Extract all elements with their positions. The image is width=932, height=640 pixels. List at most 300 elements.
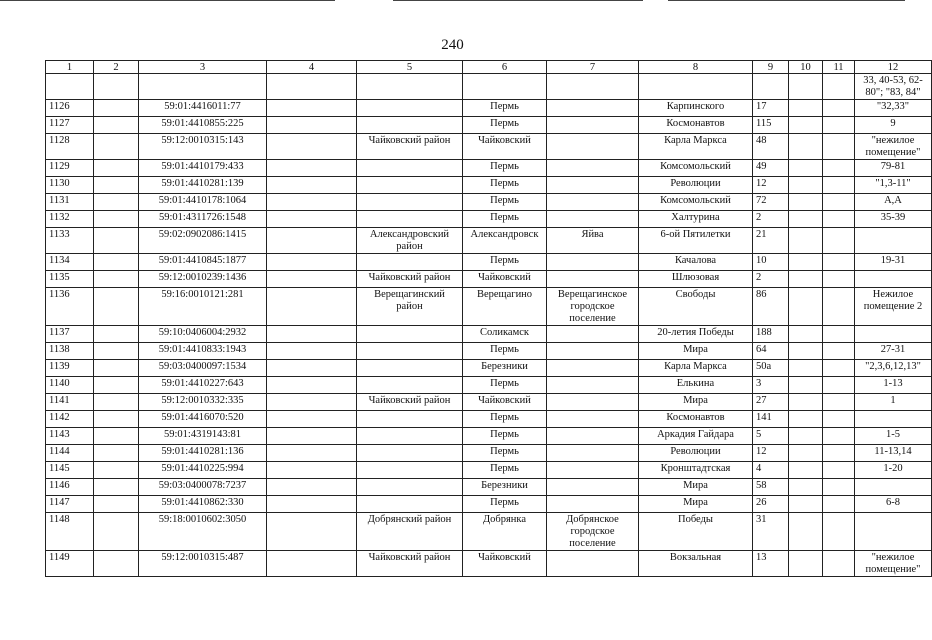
premises-cell: 1-20 (855, 462, 932, 479)
col-4-cell (267, 445, 357, 462)
table-row (46, 228, 932, 254)
table-row (46, 462, 932, 479)
table-row (46, 117, 932, 134)
district-cell: Чайковский район (357, 271, 463, 288)
settlement-cell (547, 177, 639, 194)
house-number-cell: 48 (753, 134, 789, 160)
district-cell (357, 100, 463, 117)
premises-cell: 11-13,14 (855, 445, 932, 462)
row-number-cell: 1142 (46, 411, 94, 428)
col-4-cell (267, 428, 357, 445)
city-cell: Александровск (463, 228, 547, 254)
cadastral-number-cell: 59:02:0902086:1415 (139, 228, 267, 254)
street-cell: 20-летия Победы (639, 326, 753, 343)
table-row (46, 513, 932, 551)
district-cell (357, 160, 463, 177)
settlement-cell (547, 117, 639, 134)
house-number-cell: 2 (753, 271, 789, 288)
street-cell: Мира (639, 496, 753, 513)
col-11-cell (823, 194, 855, 211)
premises-cell: "нежилое помещение" (855, 551, 932, 577)
column-number-row (46, 61, 932, 74)
table-row (46, 428, 932, 445)
premises-cell: 9 (855, 117, 932, 134)
table-row (46, 551, 932, 577)
registry-table (45, 60, 932, 577)
district-cell (357, 445, 463, 462)
row-number-cell: 1149 (46, 551, 94, 577)
city-cell: Пермь (463, 343, 547, 360)
settlement-cell (547, 394, 639, 411)
district-cell (357, 343, 463, 360)
house-number-cell: 58 (753, 479, 789, 496)
column-number-7: 7 (547, 61, 639, 74)
district-cell (357, 462, 463, 479)
house-number-cell: 21 (753, 228, 789, 254)
settlement-cell (547, 74, 639, 100)
premises-cell (855, 411, 932, 428)
district-cell (357, 428, 463, 445)
column-number-12: 12 (855, 61, 932, 74)
col-10-cell (789, 254, 823, 271)
col-2-cell (94, 360, 139, 377)
settlement-cell (547, 360, 639, 377)
house-number-cell: 72 (753, 194, 789, 211)
cadastral-number-cell: 59:01:4410845:1877 (139, 254, 267, 271)
col-2-cell (94, 254, 139, 271)
column-number-1: 1 (46, 61, 94, 74)
premises-cell: "1,3-11" (855, 177, 932, 194)
row-number-cell: 1126 (46, 100, 94, 117)
premises-cell (855, 513, 932, 551)
city-cell: Пермь (463, 211, 547, 228)
house-number-cell (753, 74, 789, 100)
col-4-cell (267, 160, 357, 177)
table-row (46, 271, 932, 288)
row-number-cell: 1140 (46, 377, 94, 394)
city-cell: Пермь (463, 445, 547, 462)
premises-cell (855, 228, 932, 254)
house-number-cell: 5 (753, 428, 789, 445)
house-number-cell: 64 (753, 343, 789, 360)
col-10-cell (789, 194, 823, 211)
row-number-cell: 1132 (46, 211, 94, 228)
settlement-cell (547, 326, 639, 343)
table-row (46, 445, 932, 462)
settlement-cell: Яйва (547, 228, 639, 254)
col-4-cell (267, 343, 357, 360)
district-cell (357, 411, 463, 428)
col-11-cell (823, 117, 855, 134)
district-cell: Чайковский район (357, 394, 463, 411)
col-4-cell (267, 254, 357, 271)
street-cell: Карпинского (639, 100, 753, 117)
col-10-cell (789, 117, 823, 134)
premises-cell (855, 271, 932, 288)
street-cell: Карла Маркса (639, 360, 753, 377)
settlement-cell (547, 479, 639, 496)
cadastral-number-cell: 59:16:0010121:281 (139, 288, 267, 326)
row-number-cell: 1145 (46, 462, 94, 479)
table-row (46, 479, 932, 496)
col-11-cell (823, 254, 855, 271)
top-rule-left (0, 0, 335, 1)
city-cell: Чайковский (463, 134, 547, 160)
settlement-cell (547, 377, 639, 394)
col-11-cell (823, 445, 855, 462)
table-row (46, 288, 932, 326)
row-number-cell (46, 74, 94, 100)
col-2-cell (94, 428, 139, 445)
col-11-cell (823, 100, 855, 117)
street-cell: Победы (639, 513, 753, 551)
house-number-cell: 115 (753, 117, 789, 134)
top-rule-right (668, 0, 905, 1)
table-row (46, 160, 932, 177)
table-row (46, 211, 932, 228)
street-cell: Комсомольский (639, 194, 753, 211)
col-2-cell (94, 160, 139, 177)
col-10-cell (789, 100, 823, 117)
street-cell: Мира (639, 479, 753, 496)
house-number-cell: 141 (753, 411, 789, 428)
col-11-cell (823, 228, 855, 254)
col-2-cell (94, 228, 139, 254)
col-4-cell (267, 228, 357, 254)
row-number-cell: 1138 (46, 343, 94, 360)
row-number-cell: 1135 (46, 271, 94, 288)
col-10-cell (789, 343, 823, 360)
col-10-cell (789, 360, 823, 377)
cadastral-number-cell: 59:03:0400078:7237 (139, 479, 267, 496)
house-number-cell: 17 (753, 100, 789, 117)
settlement-cell (547, 271, 639, 288)
col-2-cell (94, 177, 139, 194)
col-11-cell (823, 479, 855, 496)
premises-cell (855, 479, 932, 496)
row-number-cell: 1148 (46, 513, 94, 551)
cadastral-number-cell: 59:01:4410225:994 (139, 462, 267, 479)
column-number-3: 3 (139, 61, 267, 74)
cadastral-number-cell: 59:01:4319143:81 (139, 428, 267, 445)
row-number-cell: 1130 (46, 177, 94, 194)
city-cell: Березники (463, 479, 547, 496)
house-number-cell: 27 (753, 394, 789, 411)
settlement-cell (547, 134, 639, 160)
table-row (46, 254, 932, 271)
col-2-cell (94, 326, 139, 343)
house-number-cell: 3 (753, 377, 789, 394)
cadastral-number-cell: 59:01:4410178:1064 (139, 194, 267, 211)
street-cell: Елькина (639, 377, 753, 394)
district-cell: Верещагинский район (357, 288, 463, 326)
col-11-cell (823, 462, 855, 479)
house-number-cell: 86 (753, 288, 789, 326)
premises-cell: 19-31 (855, 254, 932, 271)
street-cell: Космонавтов (639, 117, 753, 134)
col-2-cell (94, 445, 139, 462)
street-cell (639, 74, 753, 100)
settlement-cell (547, 254, 639, 271)
col-11-cell (823, 394, 855, 411)
district-cell (357, 326, 463, 343)
col-4-cell (267, 360, 357, 377)
cadastral-number-cell: 59:12:0010332:335 (139, 394, 267, 411)
cadastral-number-cell: 59:01:4410833:1943 (139, 343, 267, 360)
row-number-cell: 1133 (46, 228, 94, 254)
cadastral-number-cell: 59:01:4416070:520 (139, 411, 267, 428)
settlement-cell (547, 445, 639, 462)
column-number-4: 4 (267, 61, 357, 74)
street-cell: Аркадия Гайдара (639, 428, 753, 445)
district-cell: Чайковский район (357, 134, 463, 160)
district-cell (357, 117, 463, 134)
street-cell: Космонавтов (639, 411, 753, 428)
col-11-cell (823, 271, 855, 288)
street-cell: Халтурина (639, 211, 753, 228)
col-2-cell (94, 551, 139, 577)
city-cell: Пермь (463, 496, 547, 513)
col-11-cell (823, 343, 855, 360)
premises-cell: "32,33" (855, 100, 932, 117)
row-number-cell: 1137 (46, 326, 94, 343)
house-number-cell: 12 (753, 445, 789, 462)
top-rule-middle (393, 0, 643, 1)
city-cell: Чайковский (463, 271, 547, 288)
city-cell: Пермь (463, 194, 547, 211)
district-cell (357, 211, 463, 228)
street-cell: 6-ой Пятилетки (639, 228, 753, 254)
city-cell: Чайковский (463, 394, 547, 411)
row-number-cell: 1128 (46, 134, 94, 160)
col-4-cell (267, 326, 357, 343)
col-2-cell (94, 100, 139, 117)
col-10-cell (789, 288, 823, 326)
house-number-cell: 10 (753, 254, 789, 271)
col-10-cell (789, 377, 823, 394)
table-row (46, 360, 932, 377)
row-number-cell: 1127 (46, 117, 94, 134)
col-11-cell (823, 496, 855, 513)
city-cell: Пермь (463, 100, 547, 117)
settlement-cell (547, 496, 639, 513)
house-number-cell: 13 (753, 551, 789, 577)
street-cell: Комсомольский (639, 160, 753, 177)
table-row (46, 100, 932, 117)
row-number-cell: 1144 (46, 445, 94, 462)
district-cell: Александровский район (357, 228, 463, 254)
premises-cell: А,А (855, 194, 932, 211)
col-11-cell (823, 177, 855, 194)
city-cell: Пермь (463, 254, 547, 271)
house-number-cell: 31 (753, 513, 789, 551)
city-cell: Чайковский (463, 551, 547, 577)
table-row (46, 377, 932, 394)
col-4-cell (267, 479, 357, 496)
col-10-cell (789, 479, 823, 496)
settlement-cell (547, 100, 639, 117)
column-number-6: 6 (463, 61, 547, 74)
table-row (46, 411, 932, 428)
col-10-cell (789, 496, 823, 513)
premises-cell: 1 (855, 394, 932, 411)
col-4-cell (267, 288, 357, 326)
row-number-cell: 1147 (46, 496, 94, 513)
col-4-cell (267, 134, 357, 160)
cadastral-number-cell: 59:01:4410281:136 (139, 445, 267, 462)
table-row (46, 134, 932, 160)
street-cell: Шлюзовая (639, 271, 753, 288)
col-4-cell (267, 411, 357, 428)
cadastral-number-cell: 59:12:0010315:487 (139, 551, 267, 577)
col-11-cell (823, 360, 855, 377)
col-11-cell (823, 288, 855, 326)
col-2-cell (94, 513, 139, 551)
column-number-8: 8 (639, 61, 753, 74)
row-number-cell: 1141 (46, 394, 94, 411)
col-2-cell (94, 194, 139, 211)
settlement-cell (547, 428, 639, 445)
settlement-cell: Верещагинское городское поселение (547, 288, 639, 326)
house-number-cell: 188 (753, 326, 789, 343)
cadastral-number-cell: 59:01:4311726:1548 (139, 211, 267, 228)
col-2-cell (94, 134, 139, 160)
premises-cell: 1-13 (855, 377, 932, 394)
premises-cell: 1-5 (855, 428, 932, 445)
cadastral-number-cell (139, 74, 267, 100)
col-10-cell (789, 177, 823, 194)
street-cell: Кронштадтская (639, 462, 753, 479)
col-4-cell (267, 394, 357, 411)
col-4-cell (267, 462, 357, 479)
street-cell: Революции (639, 445, 753, 462)
col-2-cell (94, 74, 139, 100)
col-11-cell (823, 211, 855, 228)
col-10-cell (789, 134, 823, 160)
district-cell (357, 177, 463, 194)
col-4-cell (267, 513, 357, 551)
table-row (46, 326, 932, 343)
col-10-cell (789, 160, 823, 177)
col-2-cell (94, 394, 139, 411)
col-2-cell (94, 377, 139, 394)
house-number-cell: 4 (753, 462, 789, 479)
table-row (46, 177, 932, 194)
settlement-cell (547, 411, 639, 428)
col-11-cell (823, 411, 855, 428)
house-number-cell: 26 (753, 496, 789, 513)
column-number-11: 11 (823, 61, 855, 74)
district-cell (357, 377, 463, 394)
page-number: 240 (441, 37, 464, 53)
city-cell: Пермь (463, 117, 547, 134)
district-cell (357, 496, 463, 513)
street-cell: Качалова (639, 254, 753, 271)
district-cell: Добрянский район (357, 513, 463, 551)
settlement-cell (547, 194, 639, 211)
city-cell: Пермь (463, 411, 547, 428)
col-11-cell (823, 134, 855, 160)
cadastral-number-cell: 59:10:0406004:2932 (139, 326, 267, 343)
col-4-cell (267, 551, 357, 577)
city-cell: Верещагино (463, 288, 547, 326)
col-11-cell (823, 377, 855, 394)
district-cell (357, 479, 463, 496)
settlement-cell: Добрянское городское поселение (547, 513, 639, 551)
col-11-cell (823, 326, 855, 343)
city-cell: Пермь (463, 428, 547, 445)
col-4-cell (267, 377, 357, 394)
table-row (46, 74, 932, 100)
col-10-cell (789, 394, 823, 411)
row-number-cell: 1129 (46, 160, 94, 177)
col-10-cell (789, 228, 823, 254)
district-cell: Чайковский район (357, 551, 463, 577)
premises-cell: "нежилое помещение" (855, 134, 932, 160)
district-cell (357, 194, 463, 211)
settlement-cell (547, 160, 639, 177)
premises-cell: Нежилое помещение 2 (855, 288, 932, 326)
col-2-cell (94, 211, 139, 228)
col-4-cell (267, 211, 357, 228)
street-cell: Карла Маркса (639, 134, 753, 160)
city-cell: Соликамск (463, 326, 547, 343)
column-number-2: 2 (94, 61, 139, 74)
cadastral-number-cell: 59:01:4416011:77 (139, 100, 267, 117)
cadastral-number-cell: 59:03:0400097:1534 (139, 360, 267, 377)
street-cell: Свободы (639, 288, 753, 326)
column-number-9: 9 (753, 61, 789, 74)
settlement-cell (547, 551, 639, 577)
col-10-cell (789, 411, 823, 428)
premises-cell: 6-8 (855, 496, 932, 513)
house-number-cell: 12 (753, 177, 789, 194)
cadastral-number-cell: 59:12:0010239:1436 (139, 271, 267, 288)
city-cell: Пермь (463, 377, 547, 394)
table-row (46, 343, 932, 360)
city-cell (463, 74, 547, 100)
col-2-cell (94, 343, 139, 360)
col-4-cell (267, 177, 357, 194)
cadastral-number-cell: 59:01:4410855:225 (139, 117, 267, 134)
col-4-cell (267, 496, 357, 513)
col-10-cell (789, 428, 823, 445)
table-row (46, 496, 932, 513)
column-number-5: 5 (357, 61, 463, 74)
district-cell (357, 254, 463, 271)
settlement-cell (547, 211, 639, 228)
row-number-cell: 1136 (46, 288, 94, 326)
cadastral-number-cell: 59:01:4410862:330 (139, 496, 267, 513)
col-2-cell (94, 411, 139, 428)
settlement-cell (547, 462, 639, 479)
house-number-cell: 50а (753, 360, 789, 377)
col-2-cell (94, 288, 139, 326)
col-11-cell (823, 513, 855, 551)
col-2-cell (94, 496, 139, 513)
col-10-cell (789, 445, 823, 462)
premises-cell: 35-39 (855, 211, 932, 228)
table-row (46, 194, 932, 211)
row-number-cell: 1134 (46, 254, 94, 271)
column-number-10: 10 (789, 61, 823, 74)
settlement-cell (547, 343, 639, 360)
col-10-cell (789, 74, 823, 100)
cadastral-number-cell: 59:01:4410281:139 (139, 177, 267, 194)
col-2-cell (94, 479, 139, 496)
district-cell (357, 74, 463, 100)
premises-cell: 27-31 (855, 343, 932, 360)
